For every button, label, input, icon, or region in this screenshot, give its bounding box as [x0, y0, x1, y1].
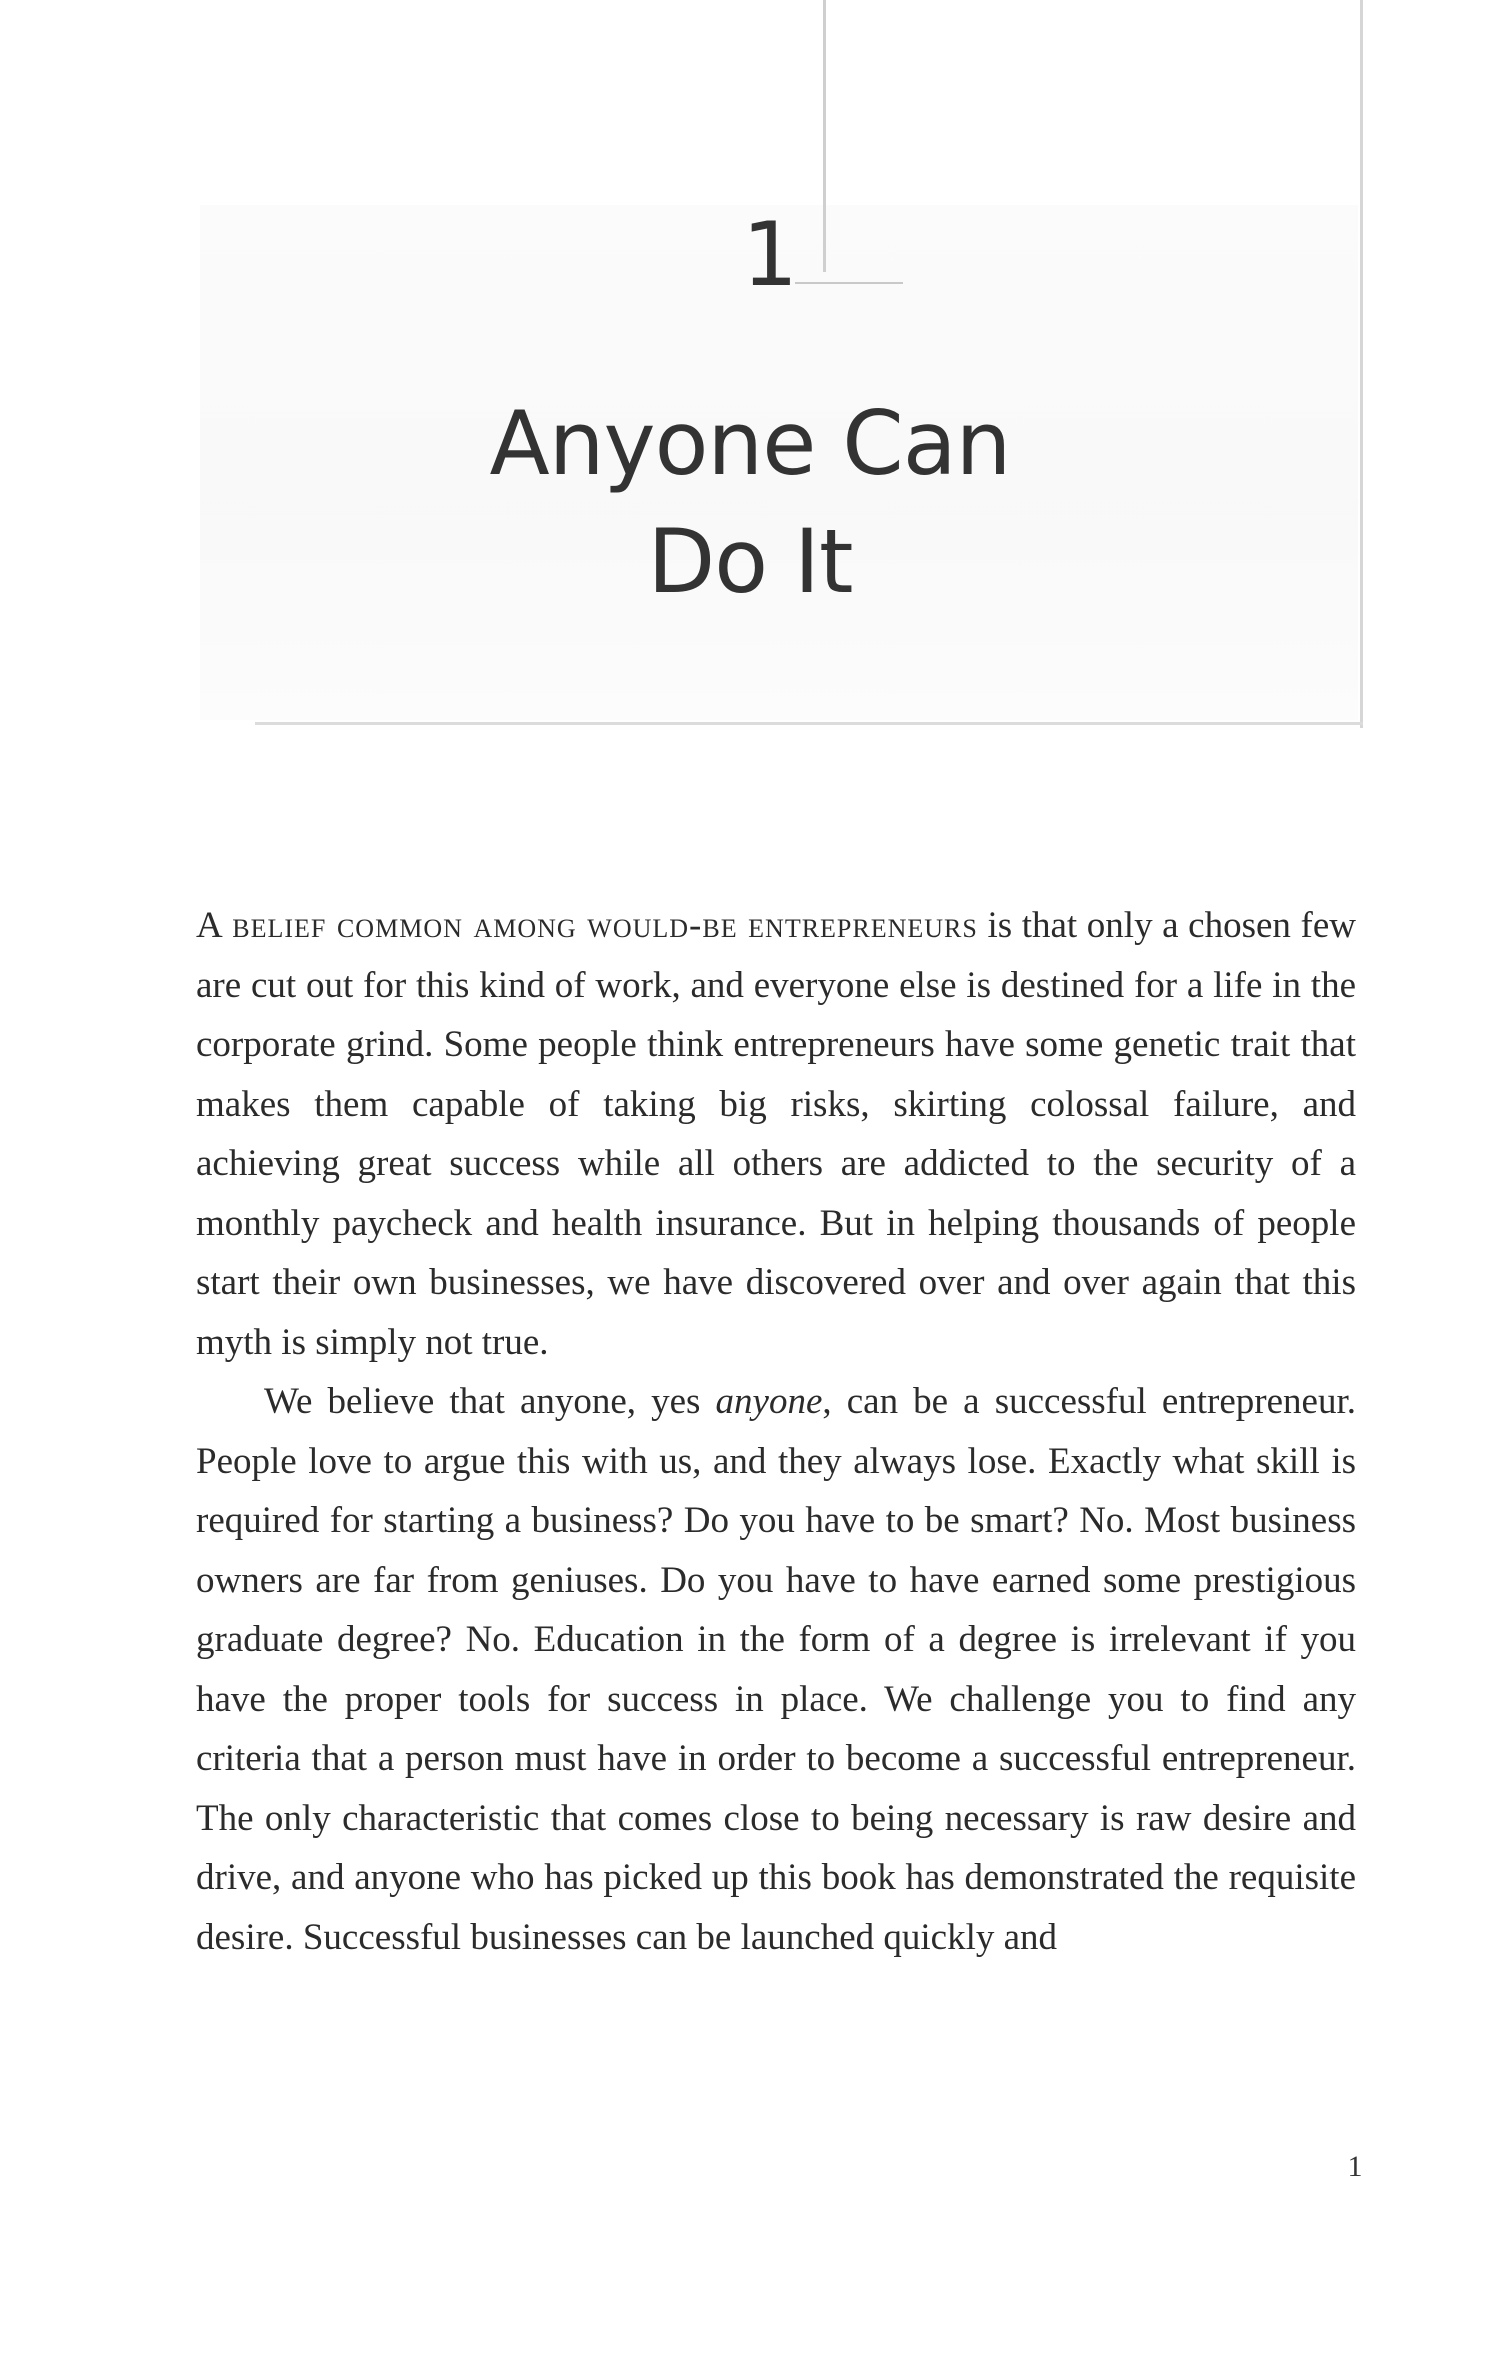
- paragraph-2: [196, 1372, 1356, 1967]
- chapter-number: 1: [742, 203, 798, 306]
- paragraph-1-text: is that only a chosen few are cut out for this kind of work, and everyone else is destined for a life in the corporate grind. Some people think entrepreneurs have some genetic trait that makes them capable of taking big risks, skirting colossal failure, and achieving great success while all others are addicted to the security of a monthly paycheck and health insurance. But in helping thousands of people start their own businesses, we have discovered over and over again that this myth is simply not true.: [196, 905, 1356, 1363]
- paragraph-2-start: We believe that anyone, yes: [264, 1381, 716, 1422]
- opening-smallcaps: A belief common among would-be entrepreneurs: [196, 905, 978, 946]
- paragraph-2-text: , can be a successful entrepreneur. People love to argue this with us, and they always lose. Exactly what skill is required for starting a business? Do you have to be smart? No. Most business owners are far from geniuses. Do you have to have earned some prestigious graduate degree? No. Education in the form of a degree is irrelevant if you have the proper tools for success in place. We challenge you to find any criteria that a person must have in order to become a successful entrepreneur. The only characteristic that comes close to being necessary is raw desire and drive, and anyone who has picked up this book has demonstrated the requisite desire. Successful businesses can be launched quickly and: [196, 1381, 1356, 1958]
- emphasis-anyone: anyone: [715, 1381, 823, 1422]
- page-number: 1: [1347, 2150, 1363, 2183]
- paragraph-1: [196, 896, 1356, 1372]
- chapter-title-line-2: Do It: [647, 510, 853, 613]
- frame-line: [1360, 0, 1363, 728]
- chapter-title: [300, 385, 1200, 621]
- chapter-title-line-1: Anyone Can: [489, 392, 1011, 495]
- body-text: [196, 896, 1356, 1967]
- frame-line: [255, 722, 1363, 725]
